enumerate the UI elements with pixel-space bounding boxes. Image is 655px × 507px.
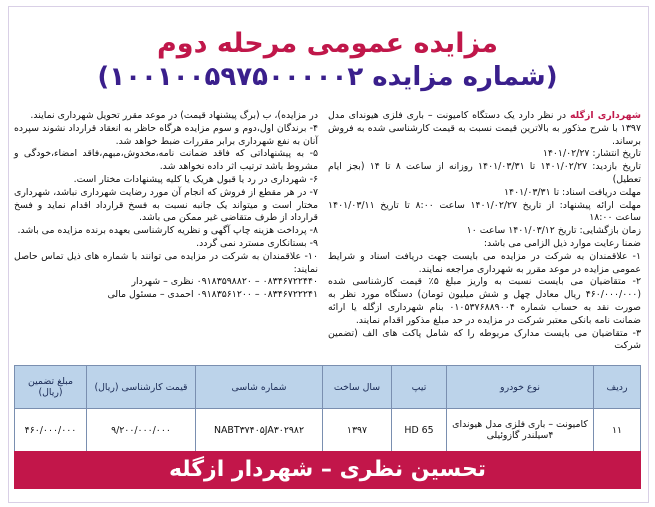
left-column	[14, 110, 318, 302]
offer-deadline: مهلت ارائه پیشنهاد: از تاریخ ۱۴۰۱/۰۲/۲۷ ساعت ۸:۰۰ تا تاریخ ۱۴۰۱/۰۳/۱۱ ساعت ۱۸:۰۰	[328, 199, 642, 224]
intro-text: در نظر دارد یک دستگاه کامیونت – باری فلزی هیوندای مدل ۱۳۹۷ با شرح مذکور به بالاترین قیمت نسبت به قیمت کارشناسی شده به فروش برساند.	[328, 110, 641, 147]
cell-vehicle-type: کامیونت – باری فلزی مدل هیوندای ۴سیلندر گازوئیلی	[447, 409, 594, 452]
condition-7: ۷- در هر مقطع از فروش که انجام آن مورد رضایت شهرداری نباشد، شهرداری مختار است و میتواند یک جانبه نسبت به فسخ قرارداد اقدام نماید و فسخ قرارداد از طرف متقاضی غیر ممکن می باشد.	[14, 186, 318, 224]
condition-4: ۴- برندگان اول،دوم و سوم مزایده هرگاه حاظر به انعقاد قرارداد نشوند سپرده آنان به نفع شهرداری برابر مقررات ضبط خواهد شد.	[14, 122, 318, 147]
condition-1: ۱- علاقمندان به شرکت در مزایده می بایست جهت دریافت اسناد و شرایط عمومی مزایده در موعد مقرر به شهرداری مراجعه نمایند.	[328, 250, 641, 275]
cell-expert-price: ۹/۲۰۰/۰۰۰/۰۰۰	[87, 409, 196, 452]
condition-2: ۲- متقاضیان می بایست نسبت به واریز مبلغ ۵٪ قیمت کارشناسی شده (۴۶۰/۰۰۰/۰۰۰ ریال معادل چهل و شش میلیون تومان) دستگاه مورد نظر به صورت نقد به حساب شماره ۰۱۰۵۳۷۶۸۸۹۰۰۴ بنام شهرداری ازگله یا ارائه ضمانت نامه بانکی معتبر شرکت در مزایده در حد مبلغ مذکور اقدام نمایند.	[328, 276, 641, 326]
col-header-chassis: شماره شاسی	[196, 366, 323, 409]
publish-date: تاریخ انتشار: ۱۴۰۱/۰۲/۲۷	[542, 148, 641, 160]
cell-row-number: ۱۱	[594, 409, 641, 452]
condition-3-cont: در مزایده)، ب (برگ پیشنهاد قیمت) در موعد مقرر تحویل شهرداری نمایند.	[30, 110, 318, 121]
contact-finance: ۰۸۳۴۶۷۲۲۲۴۱ – ۰۹۱۸۳۵۶۱۲۰۰ احمدی – مسئول مالی	[107, 289, 318, 301]
col-header-guarantee: مبلغ تضمین (ریال)	[15, 366, 87, 409]
table-row	[15, 409, 641, 452]
document-deadline: مهلت دریافت اسناد: تا ۱۴۰۱/۰۳/۳۱	[504, 186, 641, 198]
condition-3: ۳- متقاضیان می بایست مدارک مربوطه را که شامل پاکت های الف (تضمین شرکت	[328, 327, 641, 352]
opening-time: زمان بازگشایی: تاریخ ۱۴۰۱/۰۳/۱۲ ساعت ۱۰	[466, 225, 641, 237]
col-header-year: سال ساخت	[323, 366, 392, 409]
cell-chassis: NABT۳۷۴۰۵JA۳۰۲۹۸۲	[196, 409, 323, 452]
requirements-heading: ضمنا رعایت موارد ذیل الزامی می باشد:	[483, 237, 641, 249]
contact-mayor: ۰۸۳۴۶۷۲۲۴۴۰ – ۰۹۱۸۳۵۹۸۸۲۰ نظری – شهردار	[131, 276, 318, 288]
col-header-model: تیپ	[392, 366, 447, 409]
intro-paragraph	[328, 110, 641, 148]
table-header-row	[15, 366, 641, 409]
municipality-name: شهرداری ازگله	[570, 110, 641, 121]
visit-date: تاریخ بازدید: ۱۴۰۱/۰۲/۲۷ تا ۱۴۰۱/۰۳/۳۱ روزانه از ساعت ۸ تا ۱۴ (بجز ایام تعطیل)	[328, 161, 641, 185]
condition-8: ۸- پرداخت هزینه چاپ آگهی و نظریه کارشناسی بعهده برنده مزایده می باشد.	[17, 225, 318, 237]
signature-footer: تحسین نظری – شهردار ازگله	[14, 451, 641, 489]
auction-number: (شماره مزایده ۱۰۰۱۰۰۵۹۷۵۰۰۰۰۰۲)	[97, 62, 558, 92]
condition-5: ۵- به پیشنهاداتی که فاقد ضمانت نامه،مخدوش،مبهم،فاقد امضاء،خودگی و مشروط باشد ترتیب اثر داده نخواهد شد.	[14, 148, 318, 173]
cell-guarantee: ۴۶۰/۰۰۰/۰۰۰	[15, 409, 87, 452]
cell-year: ۱۳۹۷	[323, 409, 392, 452]
cell-model: HD 65	[392, 409, 447, 452]
condition-9: ۹- بستانکاری مسترد نمی گردد.	[196, 237, 318, 249]
condition-6: ۶- شهرداری در رد یا قبول هریک یا کلیه پیشنهادات مختار است.	[73, 173, 318, 185]
col-header-expert-price: قیمت کارشناسی (ریال)	[87, 366, 196, 409]
vehicle-table	[14, 365, 641, 452]
body-text	[14, 110, 641, 360]
right-column	[328, 110, 641, 353]
col-header-row-number: ردیف	[594, 366, 641, 409]
condition-10: ۱۰- علاقمندان به شرکت در مزایده می توانند با شماره های ذیل تماس حاصل نمایند:	[14, 250, 318, 275]
col-header-vehicle-type: نوع خودرو	[447, 366, 594, 409]
page-title: مزایده عمومی مرحله دوم	[157, 28, 498, 59]
